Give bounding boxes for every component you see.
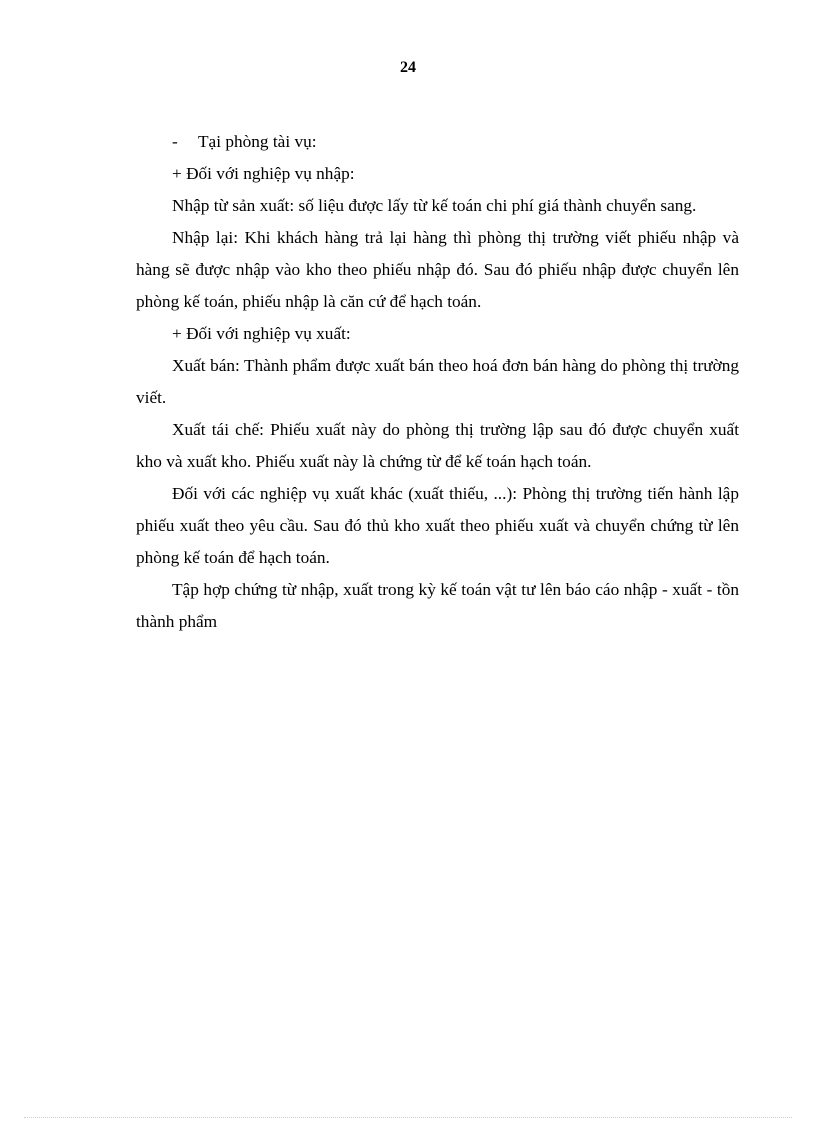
paragraph-other-exports: Đối với các nghiệp vụ xuất khác (xuất thiếu, ...): Phòng thị trường tiến hành lập phiếu xuất theo yêu cầu. Sau đó thủ kho xuất theo phiếu xuất và chuyển chứng từ lên phòng kế toán để hạch toán.: [136, 484, 739, 567]
section-heading: [136, 126, 739, 158]
paragraph-export-sale: Xuất bán: Thành phẩm được xuất bán theo hoá đơn bán hàng do phòng thị trường viết.: [136, 356, 739, 407]
paragraph-import-from-production: Nhập từ sản xuất: số liệu được lấy từ kế toán chi phí giá thành chuyển sang.: [172, 196, 697, 215]
paragraph-re-import: Nhập lại: Khi khách hàng trả lại hàng thì phòng thị trường viết phiếu nhập và hàng sẽ được nhập vào kho theo phiếu nhập đó. Sau đó phiếu nhập được chuyển lên phòng kế toán, phiếu nhập là căn cứ để hạch toán.: [136, 228, 739, 311]
page-bottom-divider: [24, 1117, 792, 1118]
paragraph-export-recycle: Xuất tái chế: Phiếu xuất này do phòng thị trường lập sau đó được chuyển xuất kho và xuất kho. Phiếu xuất này là chứng từ để kế toán hạch toán.: [136, 420, 739, 471]
paragraph-import-operations-heading: + Đối với nghiệp vụ nhập:: [172, 164, 355, 183]
section-heading-text: Tại phòng tài vụ:: [198, 132, 317, 151]
list-dash-marker: -: [172, 132, 178, 151]
paragraph-summary-report: Tập hợp chứng từ nhập, xuất trong kỳ kế toán vật tư lên báo cáo nhập - xuất - tồn thành phẩm: [136, 580, 739, 631]
document-body: [136, 126, 739, 638]
paragraph-export-operations-heading: + Đối với nghiệp vụ xuất:: [172, 324, 351, 343]
page-number: 24: [400, 59, 416, 76]
